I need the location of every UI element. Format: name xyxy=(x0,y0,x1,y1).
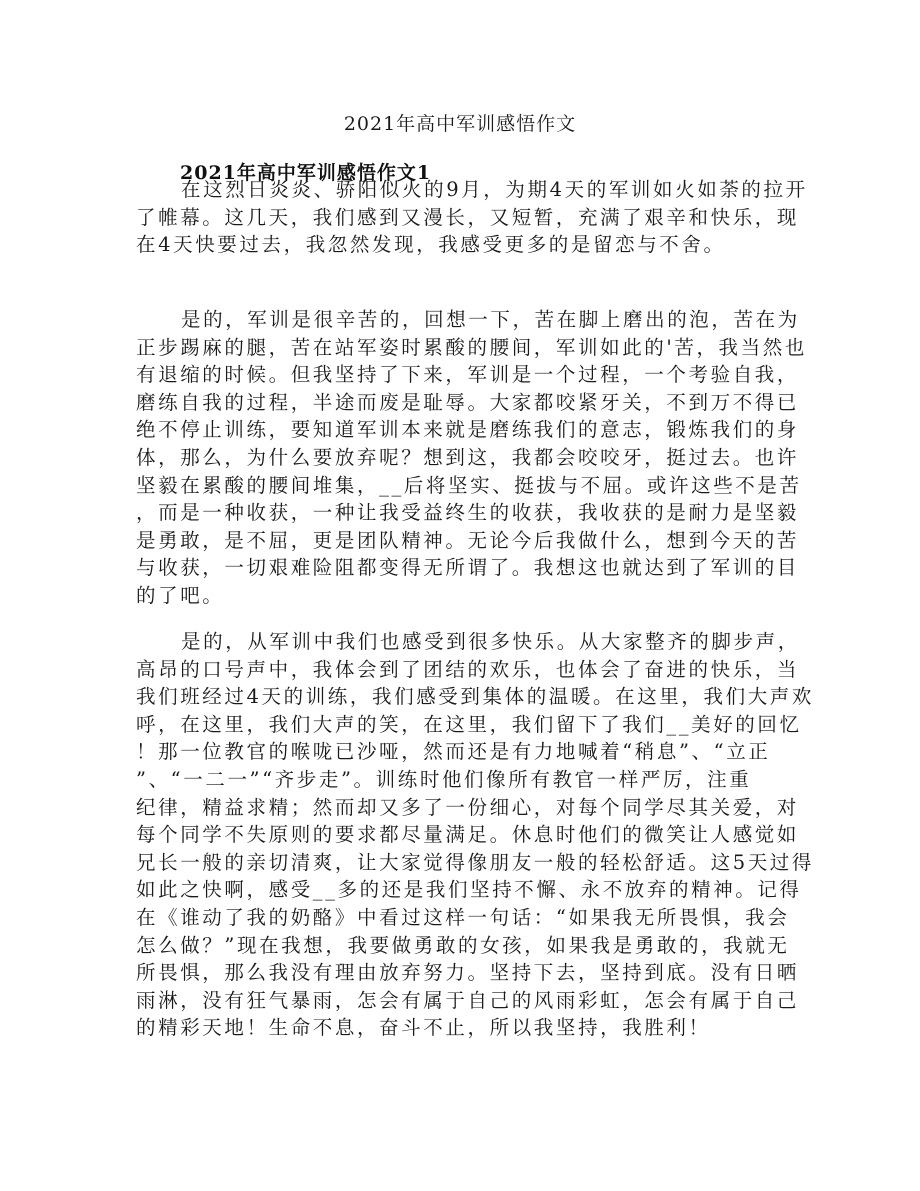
paragraph-line: 有退缩的时候。但我坚持了下来，军训是一个过程，一个考验自我， xyxy=(136,363,800,387)
paragraph-line: ，而是一种收获，一种让我受益终生的收获，我收获的是耐力是坚毅 xyxy=(136,501,800,525)
paragraph-3 xyxy=(136,628,815,1042)
paragraph-line: 每个同学不失原则的要求都尽量满足。休息时他们的微笑让人感觉如 xyxy=(136,823,800,847)
section-heading: 2021年高中军训感悟作文1 xyxy=(180,162,432,184)
paragraph-line: 的精彩天地！生命不息，奋斗不止，所以我坚持，我胜利！ xyxy=(136,1016,711,1040)
paragraph-line: 了帷幕。这几天，我们感到又漫长，又短暂，充满了艰辛和快乐，现 xyxy=(136,205,800,229)
paragraph-line: 在4天快要过去，我忽然发现，我感受更多的是留恋与不舍。 xyxy=(136,233,726,257)
paragraph-line: 是的，军训是很辛苦的，回想一下，苦在脚上磨出的泡，苦在为 xyxy=(181,308,800,331)
paragraph-1 xyxy=(136,176,808,259)
paragraph-line: 在《谁动了我的奶酪》中看过这样一句话：“如果我无所畏惧，我会 xyxy=(136,905,790,929)
paragraph-line: 绝不停止训练，要知道军训本来就是磨练我们的意志，锻炼我们的身 xyxy=(136,418,800,442)
paragraph-line: 的了吧。 xyxy=(136,583,225,607)
paragraph-line: 兄长一般的亲切清爽，让大家觉得像朋友一般的轻松舒适。这5天过得 xyxy=(136,850,815,874)
paragraph-line: 高昂的口号声中，我体会到了团结的欢乐，也体会了奋进的快乐，当 xyxy=(136,657,800,681)
paragraph-line: 是的，从军训中我们也感受到很多快乐。从大家整齐的脚步声， xyxy=(181,630,800,653)
paragraph-line: 呼，在这里，我们大声的笑，在这里，我们留下了我们__美好的回忆 xyxy=(136,712,802,736)
paragraph-line: 我们班经过4天的训练，我们感受到集体的温暖。在这里，我们大声欢 xyxy=(136,685,815,709)
paragraph-line: 体，那么，为什么要放弃呢？想到这，我都会咬咬牙，挺过去。也许 xyxy=(136,445,800,469)
paragraph-line: 怎么做？”现在我想，我要做勇敢的女孩，如果我是勇敢的，我就无 xyxy=(136,933,790,957)
paragraph-line: 磨练自我的过程，半途而废是耻辱。大家都咬紧牙关，不到万不得已 xyxy=(136,390,800,414)
paragraph-line: 正步踢麻的腿，苦在站军姿时累酸的腰间，军训如此的'苦，我当然也 xyxy=(136,335,807,359)
paragraph-line: 在这烈日炎炎、骄阳似火的9月，为期4天的军训如火如荼的拉开 xyxy=(181,178,808,201)
paragraph-line: ”、“一二一”“齐步走”。训练时他们像所有教官一样严厉，注重 xyxy=(136,767,752,791)
paragraph-2 xyxy=(136,306,807,610)
paragraph-line: 坚毅在累酸的腰间堆集，__后将坚实、挺拔与不屈。或许这些不是苦 xyxy=(136,473,802,497)
document-title: 2021年高中军训感悟作文 xyxy=(343,113,577,135)
paragraph-line: 如此之快啊，感受__多的还是我们坚持不懈、永不放弃的精神。记得 xyxy=(136,878,802,902)
paragraph-line: 与收获，一切艰难险阻都变得无所谓了。我想这也就达到了军训的目 xyxy=(136,556,800,580)
paragraph-line: 所畏惧，那么我没有理由放弃努力。坚持下去，坚持到底。没有日晒 xyxy=(136,961,800,985)
paragraph-line: 雨淋，没有狂气暴雨，怎会有属于自己的风雨彩虹，怎会有属于自己 xyxy=(136,988,800,1012)
paragraph-line: 是勇敢，是不屈，更是团队精神。无论今后我做什么，想到今天的苦 xyxy=(136,528,800,552)
paragraph-line: ！那一位教官的喉咙已沙哑，然而还是有力地喊着“稍息”、“立正 xyxy=(136,740,771,764)
paragraph-line: 纪律，精益求精；然而却又多了一份细心，对每个同学尽其关爱，对 xyxy=(136,795,800,819)
